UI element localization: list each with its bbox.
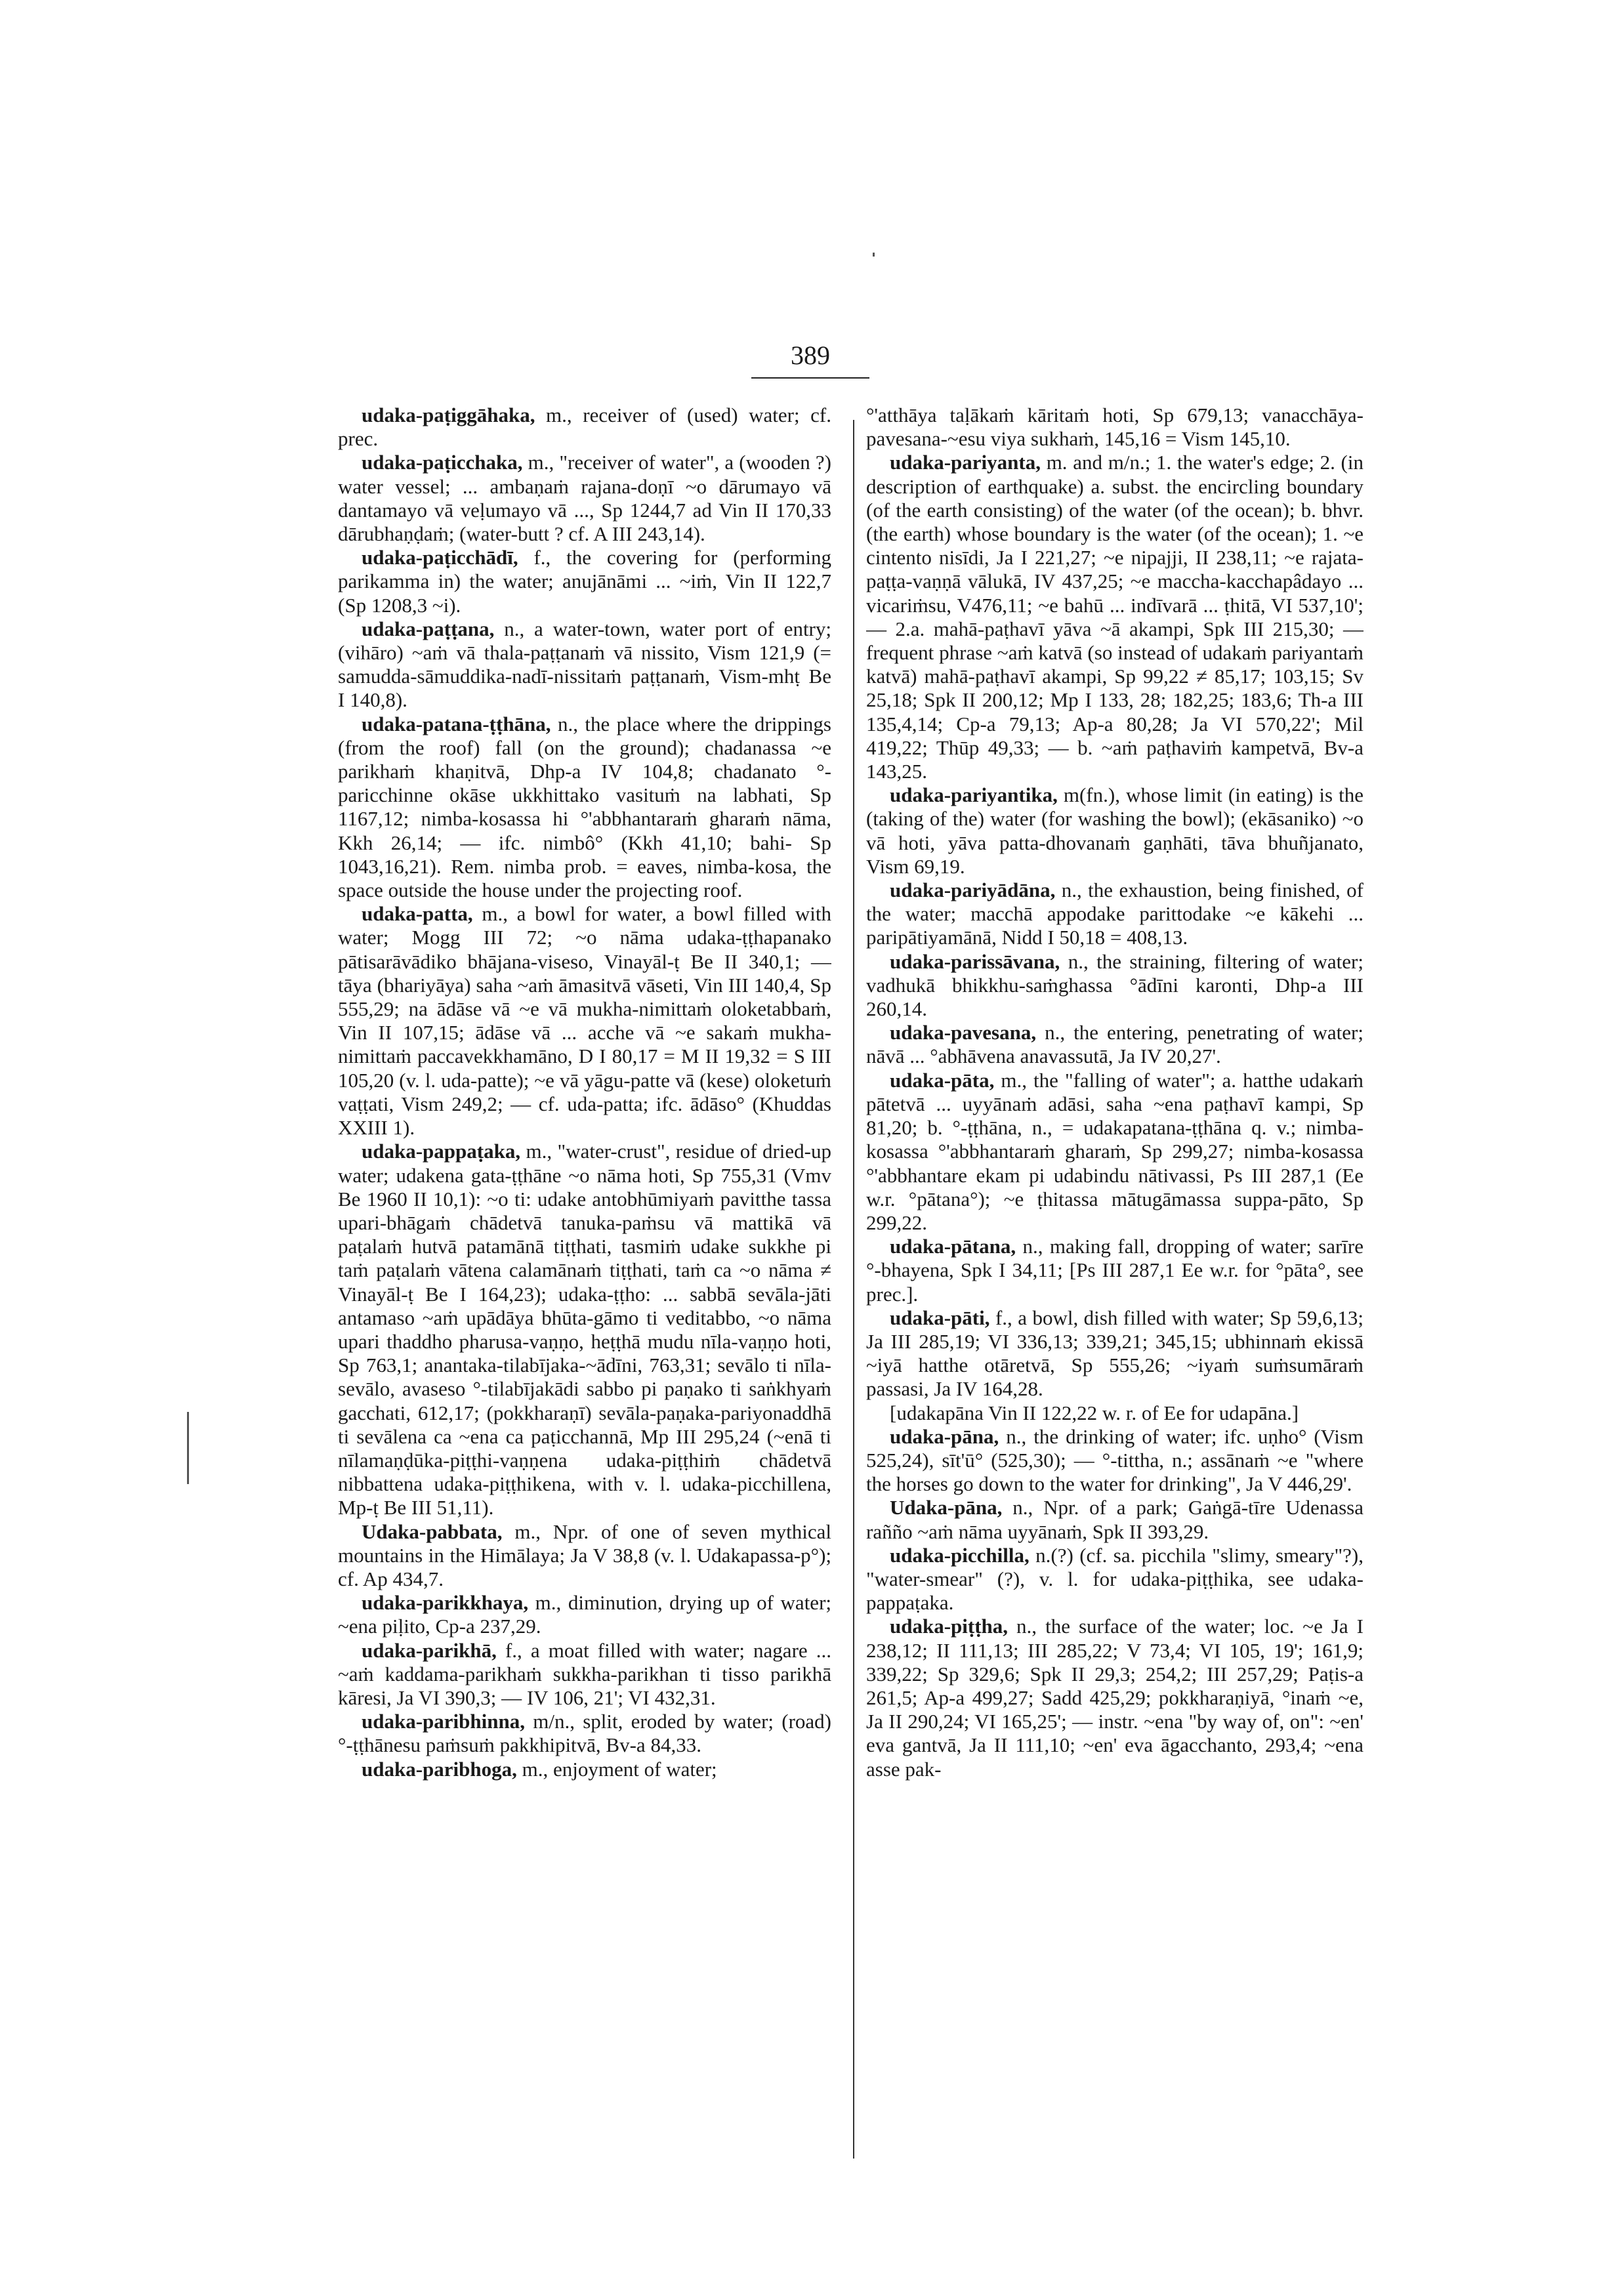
dictionary-entry [338, 1591, 831, 1638]
scan-mark [187, 1412, 189, 1484]
entry-definition: f., a moat filled with water; nagare ... ~aṁ kaddama-parikhaṁ sukkha-parikhan ti tisso parikhā kāresi, Ja VI 390,3; — IV 106, 21'; VI 432,31. [338, 1638, 831, 1709]
dictionary-entry [866, 1425, 1364, 1497]
entry-headword: udaka-pariyantika, [890, 783, 1058, 807]
column-divider [853, 420, 854, 2159]
entry-headword: udaka-piṭṭha, [890, 1615, 1009, 1638]
entry-headword: Udaka-pabbata, [362, 1520, 503, 1543]
entry-definition: m/n., split, eroded by water; (road) °-ṭṭhānesu paṁsuṁ pakkhipitvā, Bv-a 84,33. [338, 1710, 831, 1757]
entry-definition: n., the surface of the water; loc. ~e Ja I 238,12; II 111,13; III 285,22; V 73,4; VI 105, 19'; 161,9; 339,22; Sp 329,6; Spk II 29,3; 254,2; III 257,29; Paṭis-a 261,5; Ap-a 499,27; Sadd 425,29; pokkharaṇiyā, °inaṁ ~e, Ja II 290,24; VI 165,25'; — instr. ~ena "by way of, on": ~en' eva gantvā, Ja II 111,10; ~en' eva āgacchanto, 293,4; ~ena asse pak- [866, 1615, 1364, 1781]
entry-definition: n., the straining, filtering of water; vadhukā bhikkhu-saṁghassa °ādīni karonti, Dhp-a III 260,14. [866, 949, 1364, 1021]
entry-definition: m., diminution, drying up of water; ~ena piḷito, Cp-a 237,29. [338, 1591, 831, 1638]
entry-headword: udaka-paṭicchaka, [362, 451, 523, 474]
page-number: 389 [791, 341, 830, 370]
dictionary-entry [866, 879, 1364, 950]
entry-definition: n., the drinking of water; ifc. uṇho° (Vism 525,24), sīt'ū° (525,30); — °-tittha, n.; assānaṁ ~e "where the horses go down to the water for drinking", Ja V 446,29'. [866, 1424, 1364, 1496]
dictionary-entry [338, 1710, 831, 1757]
scan-mark [873, 253, 875, 257]
entry-definition: n., a water-town, water port of entry; (vihāro) ~aṁ vā thala-paṭṭanaṁ vā nissito, Vism 121,9 (= samudda-sāmuddika-nadī-nissitaṁ paṭṭanaṁ, Vism-mhṭ Be I 140,8). [338, 617, 831, 712]
dictionary-entry [866, 451, 1364, 783]
entry-headword: udaka-pariyādāna, [890, 879, 1056, 902]
entry-headword: Udaka-pāna, [890, 1496, 1003, 1520]
dictionary-entry [866, 1401, 1364, 1425]
entry-headword: udaka-paribhoga, [362, 1757, 517, 1781]
entry-definition: m(fn.), whose limit (in eating) is the (taking of the) water (for washing the bowl); (ekāsaniko) ~o vā hoti, yāva patta-dhovanaṁ gaṇhāti, tāva bhuñjanato, Vism 69,19. [866, 783, 1364, 878]
dictionary-entry [338, 1140, 831, 1520]
entry-definition: m., a bowl for water, a bowl filled with water; Mogg III 72; ~o nāma udaka-ṭṭhapanako pātisarāvādiko bhājana-viseso, Vinayāl-ṭ Be II 340,1; — tāya (bhariyāya) saha ~aṁ āmasitvā vāseti, Vin III 140,4, Sp 555,29; na ādāse vā ~e vā mukha-nimittaṁ oloketabbaṁ, Vin II 107,15; ādāse vā ... acche vā ~e sakaṁ mukha-nimittaṁ paccavekkhamāno, D I 80,17 = M II 19,32 = S III 105,20 (v. l. uda-patte); ~e vā yāgu-patte vā (kese) oloketuṁ vaṭṭati, Vism 249,2; — cf. uda-patta; ifc. ādāso° (Khuddas XXIII 1). [338, 902, 831, 1140]
entry-definition: n., making fall, dropping of water; sarīre °-bhayena, Spk I 34,11; [Ps III 287,1 Ee w.r. for °pāta°, see prec.]. [866, 1235, 1364, 1306]
entry-headword: udaka-picchilla, [890, 1543, 1030, 1567]
entry-headword: udaka-patana-ṭṭhāna, [362, 712, 551, 735]
entry-headword: udaka-parikhā, [362, 1638, 497, 1662]
entry-headword: udaka-pāti, [890, 1306, 990, 1329]
left-column [338, 403, 831, 2142]
dictionary-entry [338, 713, 831, 903]
entry-definition: f., the covering for (performing parikamma in) the water; anujānāmi ... ~iṁ, Vin II 122,7 (Sp 1208,3 ~i). [338, 546, 831, 617]
entry-headword: udaka-paribhinna, [362, 1710, 525, 1733]
dictionary-entry [866, 950, 1364, 1022]
dictionary-entry [338, 451, 831, 546]
entry-definition: m., the "falling of water"; a. hatthe udakaṁ pātetvā ... uyyānaṁ adāsi, saha ~ena paṭhavī kampi, Sp 81,20; b. °-ṭṭhāna, n., = udakapatana-ṭṭhāna q. v.; nimba-kosassa °'abbhantaraṁ gharaṁ, Sp 299,27; nimba-kosassa °'abbhantare ekam pi udabindu nātivassi, Ps III 287,1 (Ee w.r. °pātana°); ~e ṭhitassa mātugāmassa suppa-pāto, Sp 299,22. [866, 1068, 1364, 1234]
entry-definition: °'atthāya taḷākaṁ kāritaṁ hoti, Sp 679,13; vanacchāya-pavesana-~esu viya sukhaṁ, 145,16 = Vism 145,10. [866, 403, 1364, 451]
entry-headword: udaka-parissāvana, [890, 949, 1060, 973]
dictionary-entry [866, 1496, 1364, 1543]
dictionary-entry [866, 1306, 1364, 1401]
dictionary-entry [338, 617, 831, 713]
entry-headword: udaka-paṭṭana, [362, 617, 495, 640]
dictionary-entry [866, 403, 1364, 451]
dictionary-entry [338, 902, 831, 1140]
dictionary-entry [866, 1235, 1364, 1306]
entry-definition: m. and m/n.; 1. the water's edge; 2. (in description of earthquake) a. subst. the encircling boundary (of the earth consisting) of the water (of the ocean); b. bhvr. (the earth) whose boundary is the water (of the ocean); 1. ~e cintento nisīdi, Ja I 221,27; ~e nipajji, II 238,11; ~e rajata-paṭṭa-vaṇṇā vālukā, IV 437,25; ~e maccha-kacchapâdayo ... vicariṁsu, V476,11; ~e bahū ... indīvarā ... ṭhitā, VI 537,10'; — 2.a. mahā-paṭhavī yāva ~ā akampi, Spk III 215,30; — frequent phrase ~aṁ katvā (so instead of udakaṁ pariyantaṁ katvā) mahā-paṭhavī akampi, Sp 99,22 ≠ 85,17; 103,15; Sv 25,18; Spk II 200,12; Mp I 133, 28; 182,25; 183,6; Th-a III 135,4,14; Cp-a 79,13; Ap-a 80,28; Ja VI 570,22'; Mil 419,22; Thūp 49,33; — b. ~aṁ paṭhaviṁ kampetvā, Bv-a 143,25. [866, 451, 1364, 783]
entry-headword: udaka-patta, [362, 902, 473, 926]
entry-definition: n., the entering, penetrating of water; nāvā ... °abhāvena anavassutā, Ja IV 20,27'. [866, 1021, 1364, 1068]
entry-headword: udaka-pāta, [890, 1068, 995, 1092]
dictionary-entry [866, 1021, 1364, 1068]
entry-headword: udaka-paṭicchādī, [362, 546, 518, 569]
entry-definition: m., enjoyment of water; [516, 1757, 717, 1781]
entry-definition: [udakapāna Vin II 122,22 w. r. of Ee for udapāna.] [890, 1401, 1299, 1424]
entry-definition: f., a bowl, dish filled with water; Sp 59,6,13; Ja III 285,19; VI 336,13; 339,21; 345,15; ubhinnaṁ ekissā ~iyā hatthe otāretvā, Sp 555,26; ~iyaṁ suṁsumāraṁ passasi, Ja IV 164,28. [866, 1306, 1364, 1401]
dictionary-entry [866, 1069, 1364, 1235]
dictionary-entry [866, 1544, 1364, 1615]
dictionary-entry [338, 1520, 831, 1592]
dictionary-entry [338, 546, 831, 617]
entry-definition: m., receiver of (used) water; cf. prec. [338, 403, 831, 451]
entry-definition: m., "water-crust", residue of dried-up water; udakena gata-ṭṭhāne ~o nāma hoti, Sp 755,31 (Vmv Be 1960 II 10,1): ~o ti: udake antobhūmiyaṁ pavitthe tassa upari-bhāgaṁ chādetvā tanuka-paṁsu vā mattikā vā paṭalaṁ hutvā patamānā tiṭṭhati, tasmiṁ udake sukkhe pi taṁ paṭalaṁ vātena calamānaṁ tiṭṭhati, taṁ ca ~o nāma ≠ Vinayāl-ṭ Be I 164,23); udaka-ṭṭho: ... sabbā sevāla-jāti antamaso ~aṁ upādāya bhūta-gāmo ti veditabbo, ~o nāma upari thaddho pharusa-vaṇṇo, heṭṭhā mudu nīla-vaṇṇo hoti, Sp 763,1; anantaka-tilabījaka-~ādīni, 763,31; sevālo ti nīla-sevālo, avaseso °-tilabījakādi sabbo pi paṇako ti saṅkhyaṁ gacchati, 612,17; (pokkharaṇī) sevāla-paṇaka-pariyonaddhā ti sevālena ca ~ena ca paṭicchannā, Mp III 295,24 (~enā ti nīlamaṇḍūka-piṭṭhi-vaṇṇena udaka-piṭṭhiṁ chādetvā nibbattena udaka-piṭṭhikena, with v. l. udaka-picchillena, Mp-ṭ Be III 51,11). [338, 1140, 831, 1520]
right-column [866, 403, 1364, 2142]
entry-headword: udaka-pātana, [890, 1235, 1016, 1258]
entry-definition: n., the place where the drippings (from the roof) fall (on the ground); chadanassa ~e parikhaṁ khaṇitvā, Dhp-a IV 104,8; chadanato °-paricchinne okāse ukkhittako vasituṁ na labhati, Sp 1167,12; nimba-kosassa hi °'abbhantaraṁ gharaṁ nāma, Kkh 26,14; — ifc. nimbô° (Kkh 41,10; bahi- Sp 1043,16,21). Rem. nimba prob. = eaves, nimba-kosa, the space outside the house under the projecting roof. [338, 712, 831, 902]
entry-definition: n., the exhaustion, being finished, of the water; macchā appodake parittodake ~e kākehi ... paripātiyamānā, Nidd I 50,18 = 408,13. [866, 879, 1364, 949]
dictionary-entry [338, 403, 831, 451]
entry-headword: udaka-pariyanta, [890, 451, 1041, 474]
entry-definition: n.(?) (cf. sa. picchila "slimy, smeary"?), "water-smear" (?), v. l. for udaka-piṭṭhika, see udaka-pappaṭaka. [866, 1543, 1364, 1615]
dictionary-entry [338, 1639, 831, 1710]
entry-headword: udaka-pāna, [890, 1424, 999, 1448]
entry-headword: udaka-parikkhaya, [362, 1591, 529, 1615]
entry-definition: n., Npr. of a park; Gaṅgā-tīre Udenassa rañño ~aṁ nāma uyyānaṁ, Spk II 393,29. [866, 1496, 1364, 1543]
dictionary-entry [866, 783, 1364, 879]
entry-definition: m., "receiver of water", a (wooden ?) water vessel; ... ambaṇaṁ rajana-doṇī ~o dārumayo vā dantamayo vā veḷumayo vā ..., Sp 1244,7 ad Vin II 170,33 dārubhaṇḍaṁ; (water-butt ? cf. A III 243,14). [338, 451, 831, 546]
entry-headword: udaka-paṭiggāhaka, [362, 403, 535, 426]
entry-headword: udaka-pappaṭaka, [362, 1140, 521, 1163]
entry-headword: udaka-pavesana, [890, 1021, 1037, 1044]
dictionary-entry [866, 1615, 1364, 1781]
entry-definition: m., Npr. of one of seven mythical mountains in the Himālaya; Ja V 38,8 (v. l. Udakapassa-p°); cf. Ap 434,7. [338, 1520, 831, 1590]
page-number-rule [751, 377, 869, 379]
dictionary-entry [338, 1758, 831, 1781]
